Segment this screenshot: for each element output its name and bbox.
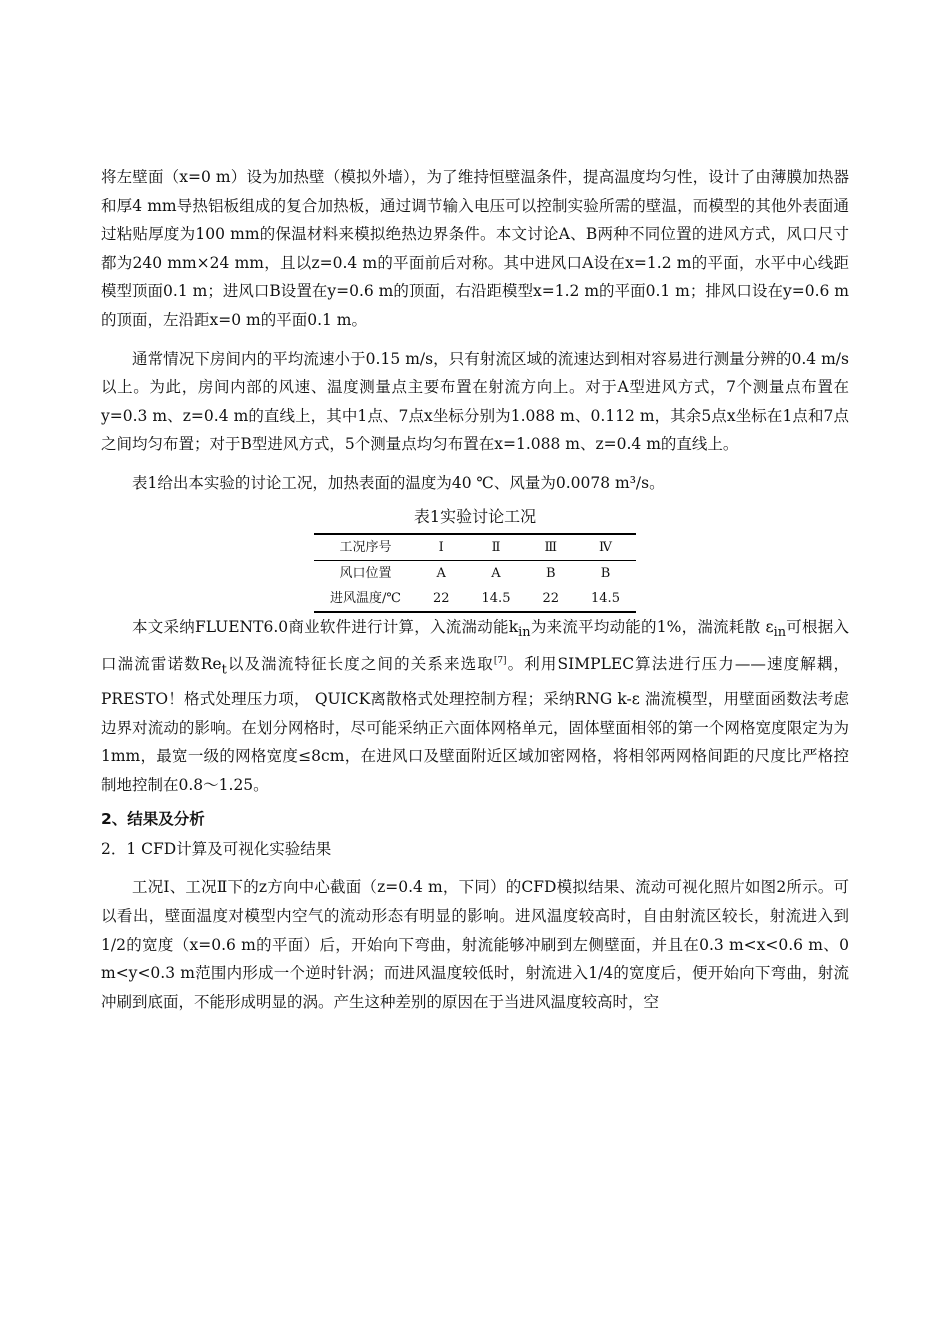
text-segment: 。利用SIMPLEC算法进行压力——速度解耦，PRESTO！格式处理压力项， QUICK离散格式处理控制方程；采纳RNG k-ε 湍流模型，用壁面函数法考虑边界对流动的影响。在划分网格时，尽可能采纳正六面体网格单元，固体壁面相邻的第一个网格宽度限定为为1mm，最宽一级的网格宽度≤8cm，在进风口及壁面附近区域加密网格，将相邻两网格间距的尺度比严格控制地控制在0.8～1.25。 bbox=[101, 655, 849, 794]
paragraph-cfd-method bbox=[101, 613, 849, 800]
text-segment: 为来流平均动能的1%，湍流耗散 ε bbox=[530, 617, 774, 636]
paragraph-table-intro: 表1给出本实验的讨论工况，加热表面的温度为40 ℃、风量为0.0078 m³/s。 bbox=[132, 473, 665, 492]
subscript: t bbox=[221, 662, 227, 678]
text-segment: 本文采纳FLUENT6.0商业软件进行计算，入流湍动能k bbox=[132, 617, 519, 636]
table-cell: B bbox=[545, 565, 556, 581]
header-cell: Ⅳ bbox=[598, 539, 612, 555]
table-cell: 14.5 bbox=[591, 590, 620, 606]
paragraph-wall-setup: 将左壁面（x=0 m）设为加热壁（模拟外墙），为了维持恒壁温条件，提高温度均匀性，设计了由薄膜加热器和厚4 mm导热铝板组成的复合加热板，通过调节输入电压可以控制实验所需的壁温，而模型的其他外表面通过粘贴厚度为100 mm的保温材料来模拟绝热边界条件。本文讨论A、B两种不同位置的进风方式，风口尺寸都为240 mm×24 mm，且以z=0.4 m的平面前后对称。其中进风口A设在x=1.2 m的平面，水平中心线距模型顶面0.1 m；进风口B设置在y=0.6 m的顶面，右沿距模型x=1.2 m的平面0.1 m；排风口设在y=0.6 m的顶面，左沿距x=0 m的平面0.1 m。 bbox=[101, 168, 849, 329]
section-heading: 2、结果及分析 bbox=[101, 810, 205, 829]
table-cell: 14.5 bbox=[481, 590, 511, 606]
paper-body bbox=[101, 163, 849, 1016]
text-segment: 以及湍流特征长度之间的关系来选取 bbox=[226, 655, 494, 674]
table-row bbox=[314, 586, 636, 612]
table-cell: A bbox=[491, 565, 501, 581]
header-cell: Ⅲ bbox=[544, 539, 558, 555]
citation: [7] bbox=[493, 656, 507, 667]
header-cell: Ⅱ bbox=[491, 539, 501, 555]
subsection-heading: 2．1 CFD计算及可视化实验结果 bbox=[101, 840, 332, 859]
table-header-row bbox=[314, 534, 636, 561]
subscript: in bbox=[518, 624, 531, 640]
table-cell: B bbox=[600, 565, 611, 581]
table-cell: 22 bbox=[542, 590, 560, 606]
table-caption: 表1实验讨论工况 bbox=[413, 506, 537, 526]
subscript: in bbox=[773, 624, 787, 640]
conditions-table bbox=[314, 533, 636, 613]
table-cell: A bbox=[436, 565, 446, 581]
paragraph-results: 工况Ⅰ、工况Ⅱ下的z方向中心截面（z=0.4 m，下同）的CFD模拟结果、流动可视化照片如图2所示。可以看出，壁面温度对模型内空气的流动形态有明显的影响。进风温度较高时，自由射流区较长，射流进入到1/2的宽度（x=0.6 m的平面）后，开始向下弯曲，射流能够冲刷到左侧壁面，并且在0.3 m<x<0.6 m、0 m<y<0.3 m范围内形成一个逆时针涡；而进风温度较低时，射流进入1/4的宽度后，便开始向下弯曲，射流冲刷到底面，不能形成明显的涡。产生这种差别的原因在于当进风温度较高时，空 bbox=[101, 878, 849, 1011]
table-cell: 进风温度/℃ bbox=[330, 590, 401, 606]
text-segment: 可根据入口湍流雷诺数Re bbox=[101, 617, 849, 674]
header-cell: Ⅰ bbox=[438, 539, 444, 555]
table-cell: 风口位置 bbox=[339, 565, 392, 581]
table-cell: 22 bbox=[432, 590, 450, 606]
table-row bbox=[314, 560, 636, 586]
header-cell: 工况序号 bbox=[339, 539, 392, 555]
paragraph-measurement-points: 通常情况下房间内的平均流速小于0.15 m/s，只有射流区域的流速达到相对容易进行测量分辨的0.4 m/s以上。为此，房间内部的风速、温度测量点主要布置在射流方向上。对于A型进风方式，7个测量点布置在y=0.3 m、z=0.4 m的直线上，其中1点、7点x坐标分别为1.088 m、0.112 m，其余5点x坐标在1点和7点之间均匀布置；对于B型进风方式，5个测量点均匀布置在x=1.088 m、z=0.4 m的直线上。 bbox=[101, 349, 849, 454]
